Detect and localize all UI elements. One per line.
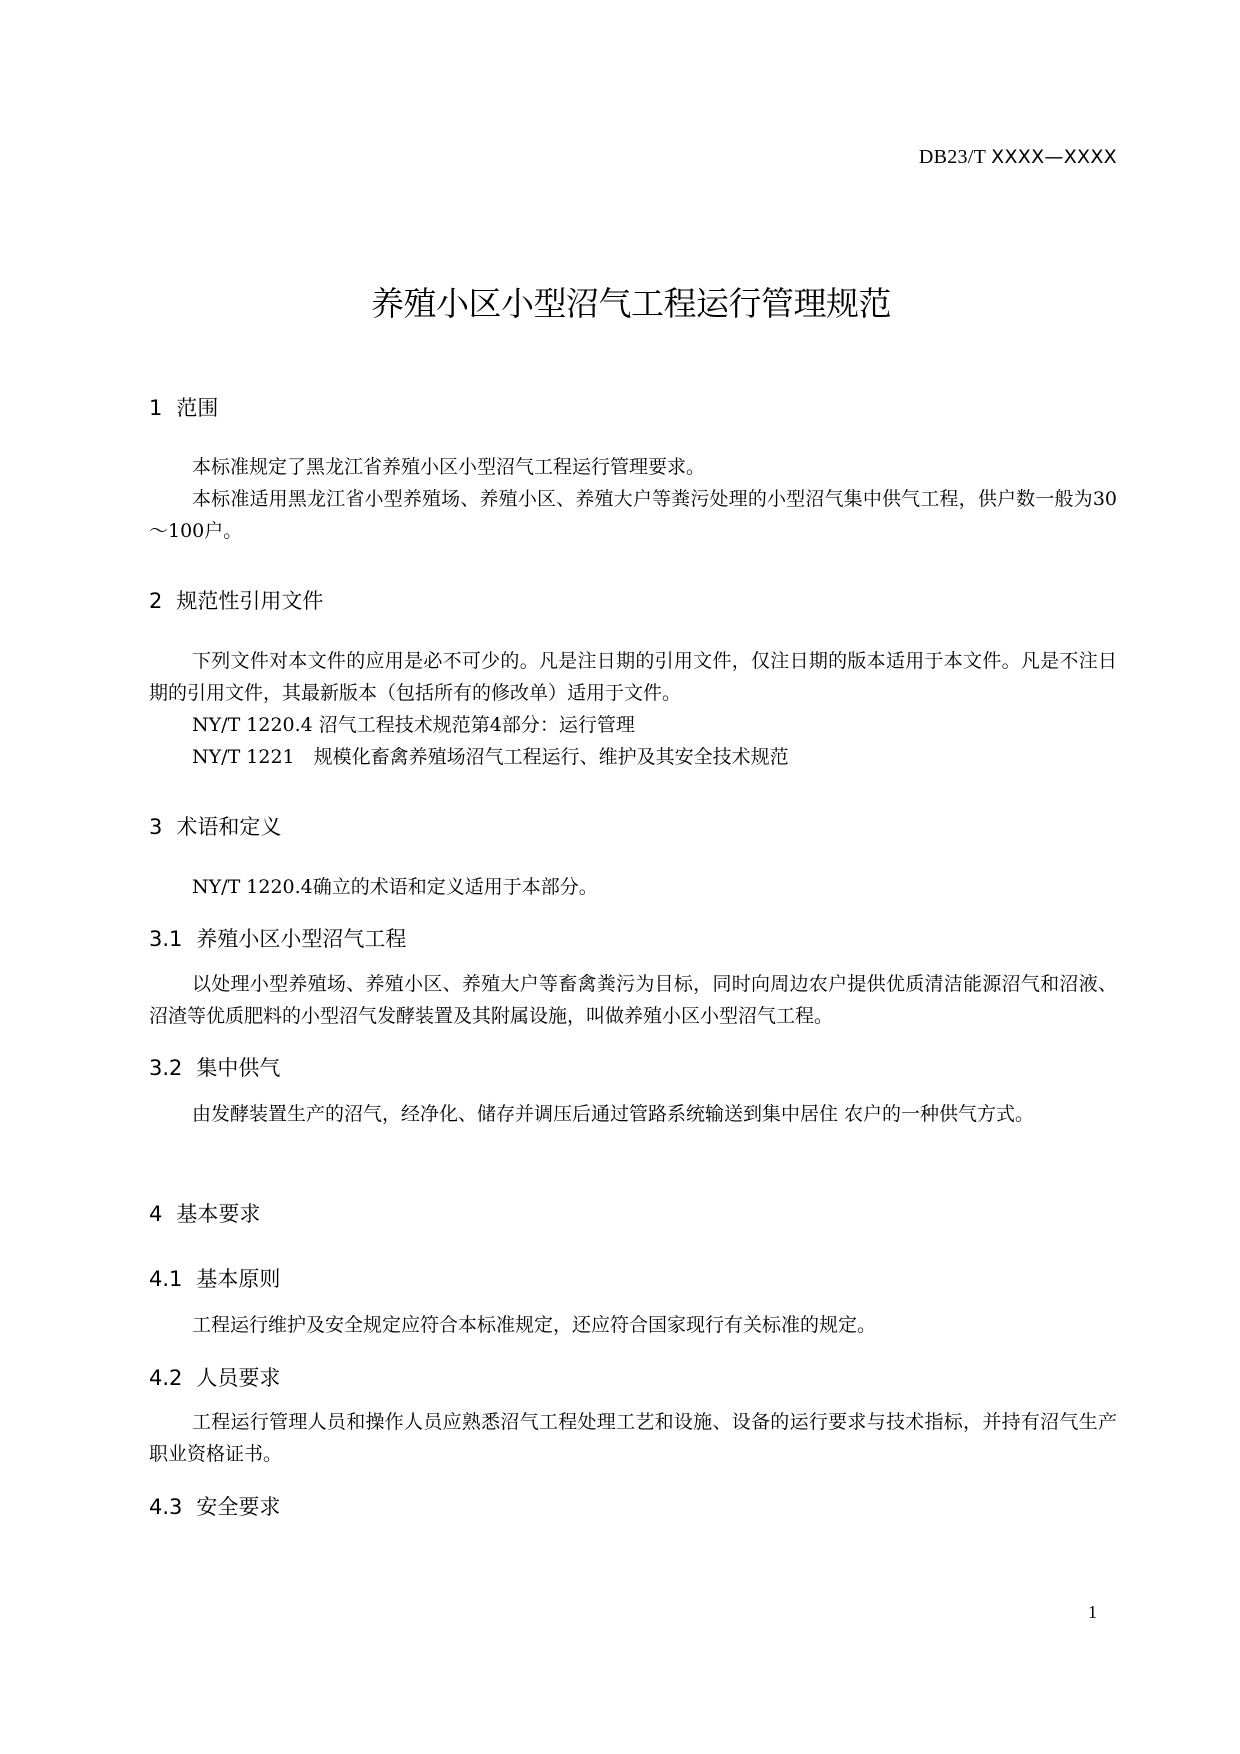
document-code-suffix: XXXX—XXXX (991, 146, 1117, 168)
section-3-heading (149, 811, 1117, 841)
paragraph: 本标准规定了黑龙江省养殖小区小型沼气工程运行管理要求。 (192, 456, 706, 478)
section-4-heading (149, 1198, 1117, 1228)
subsection-3-1-body (149, 968, 1117, 1032)
normative-reference: NY/T 1220.4 沼气工程技术规范第4部分：运行管理 (192, 714, 635, 736)
subsection-title: 安全要求 (196, 1495, 281, 1519)
section-2-body (149, 645, 1117, 773)
normative-reference: NY/T 1221 规模化畜禽养殖场沼气工程运行、维护及其安全技术规范 (192, 746, 789, 768)
section-2-heading (149, 585, 1117, 615)
paragraph: 工程运行维护及安全规定应符合本标准规定，还应符合国家现行有关标准的规定。 (192, 1314, 877, 1336)
paragraph: NY/T 1220.4确立的术语和定义适用于本部分。 (192, 876, 598, 898)
section-title: 规范性引用文件 (176, 589, 324, 613)
subsection-3-2-body (149, 1098, 1117, 1130)
subsection-3-2-heading (149, 1052, 1117, 1082)
paragraph: 下列文件对本文件的应用是必不可少的。凡是注日期的引用文件，仅注日期的版本适用于本文件。凡是不注日期的引用文件，其最新版本（包括所有的修改单）适用于文件。 (149, 650, 1117, 704)
section-3-body (149, 871, 1117, 903)
subsection-number: 3.2 (149, 1056, 183, 1080)
subsection-title: 集中供气 (196, 1056, 281, 1080)
subsection-title: 人员要求 (196, 1366, 281, 1390)
section-1-heading (149, 392, 1117, 422)
subsection-number: 3.1 (149, 927, 183, 951)
subsection-4-2-heading (149, 1362, 1117, 1392)
subsection-number: 4.2 (149, 1366, 183, 1390)
section-1-body (149, 451, 1117, 547)
document-code-prefix: DB23/T (918, 146, 986, 168)
section-number: 1 (149, 396, 163, 420)
section-number: 2 (149, 589, 163, 613)
section-title: 范围 (176, 396, 219, 420)
subsection-number: 4.1 (149, 1267, 183, 1291)
subsection-4-1-heading (149, 1263, 1117, 1293)
section-title: 基本要求 (176, 1202, 261, 1226)
section-number: 3 (149, 815, 163, 839)
subsection-title: 养殖小区小型沼气工程 (196, 927, 407, 951)
subsection-title: 基本原则 (196, 1267, 281, 1291)
paragraph: 以处理小型养殖场、养殖小区、养殖大户等畜禽粪污为目标，同时向周边农户提供优质清洁能源沼气和沼液、沼渣等优质肥料的小型沼气发酵装置及其附属设施，叫做养殖小区小型沼气工程。 (149, 973, 1117, 1027)
document-code (919, 146, 1117, 169)
subsection-3-1-heading (149, 923, 1117, 953)
subsection-number: 4.3 (149, 1495, 183, 1519)
paragraph: 由发酵装置生产的沼气，经净化、储存并调压后通过管路系统输送到集中居住 农户的一种供气方式。 (192, 1103, 1035, 1125)
subsection-4-2-body (149, 1406, 1117, 1470)
section-number: 4 (149, 1202, 163, 1226)
page-number: 1 (1088, 1602, 1097, 1622)
subsection-4-3-heading (149, 1491, 1117, 1521)
paragraph: 本标准适用黑龙江省小型养殖场、养殖小区、养殖大户等粪污处理的小型沼气集中供气工程，供户数一般为30～100户。 (149, 488, 1117, 542)
section-title: 术语和定义 (176, 815, 282, 839)
subsection-4-1-body (149, 1309, 1117, 1341)
document-title: 养殖小区小型沼气工程运行管理规范 (371, 284, 891, 323)
paragraph: 工程运行管理人员和操作人员应熟悉沼气工程处理工艺和设施、设备的运行要求与技术指标，并持有沼气生产职业资格证书。 (149, 1411, 1117, 1465)
